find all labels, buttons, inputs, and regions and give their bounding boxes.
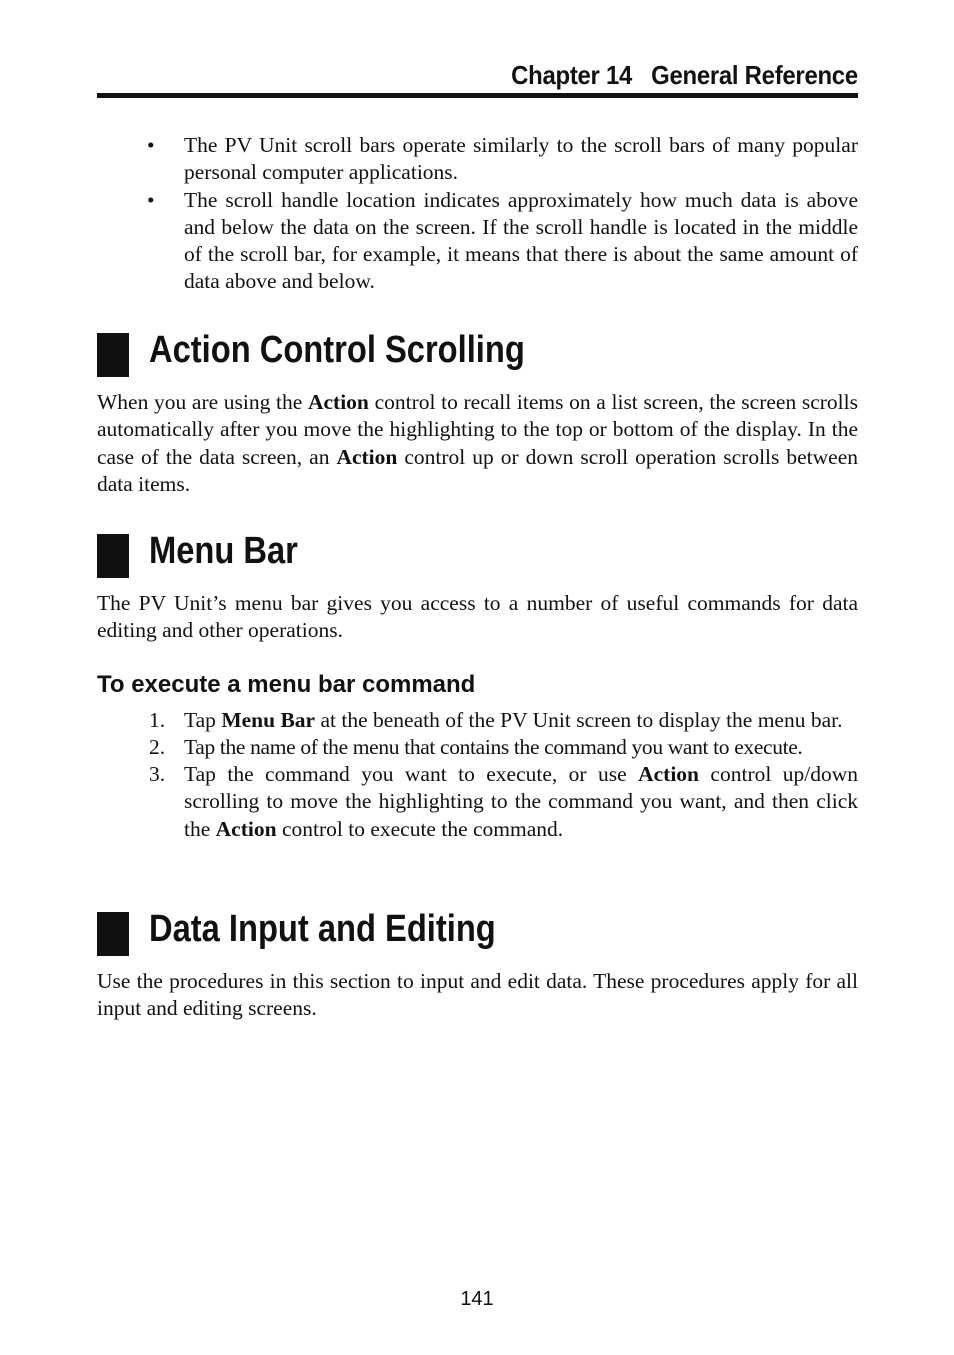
header-chapter: Chapter 14 <box>511 60 633 90</box>
bullet-icon: • <box>147 133 155 157</box>
step-item: 2. Tap the name of the menu that contains the command you want to execute. <box>97 734 858 761</box>
header-text <box>511 60 858 91</box>
step-item: 3. Tap the command you want to execute, or use Action control up/down scrolling to move the highlighting to the command you want, and then click the Action control to execute the command. <box>149 762 859 841</box>
procedure-heading: To execute a menu bar command <box>97 670 476 698</box>
section-heading: Data Input and Editing <box>149 908 496 950</box>
step-item: 1. Tap Menu Bar at the beneath of the PV Unit screen to display the menu bar. <box>97 707 858 734</box>
bullet-text: The scroll handle location indicates approximately how much data is above and below the data on the screen. If the scroll handle is located in the middle of the scroll bar, for example, it means that there is about the same amount of data above and below. <box>184 187 858 294</box>
section-heading: Menu Bar <box>149 530 298 572</box>
bullet-item <box>97 187 858 296</box>
procedure-steps <box>97 707 858 843</box>
section-paragraph: The PV Unit’s menu bar gives you access to a number of useful commands for data editing and other operations. <box>97 591 858 643</box>
intro-bullet-list <box>97 132 858 296</box>
step-number: 2. <box>149 734 166 759</box>
section-paragraph: When you are using the Action control to recall items on a list screen, the screen scrolls automatically after you move the highlighting to the top or bottom of the display. In the case of the data screen, an Action control up or down scroll operation scrolls between data items. <box>97 390 858 496</box>
bullet-text: The PV Unit scroll bars operate similarly to the scroll bars of many popular personal computer applications. <box>184 133 858 185</box>
heading-block-icon <box>97 534 129 578</box>
section-heading: Action Control Scrolling <box>149 329 525 371</box>
running-header <box>97 58 858 98</box>
heading-block-icon <box>97 333 129 377</box>
header-title: General Reference <box>651 60 858 90</box>
step-number: 1. <box>149 707 166 732</box>
bullet-item <box>97 132 858 187</box>
bullet-icon: • <box>147 187 155 212</box>
step-number: 3. <box>149 762 166 787</box>
page-number: 141 <box>460 1288 494 1310</box>
section-paragraph: Use the procedures in this section to input and edit data. These procedures apply for all input and editing screens. <box>97 969 858 1021</box>
heading-block-icon <box>97 912 129 956</box>
